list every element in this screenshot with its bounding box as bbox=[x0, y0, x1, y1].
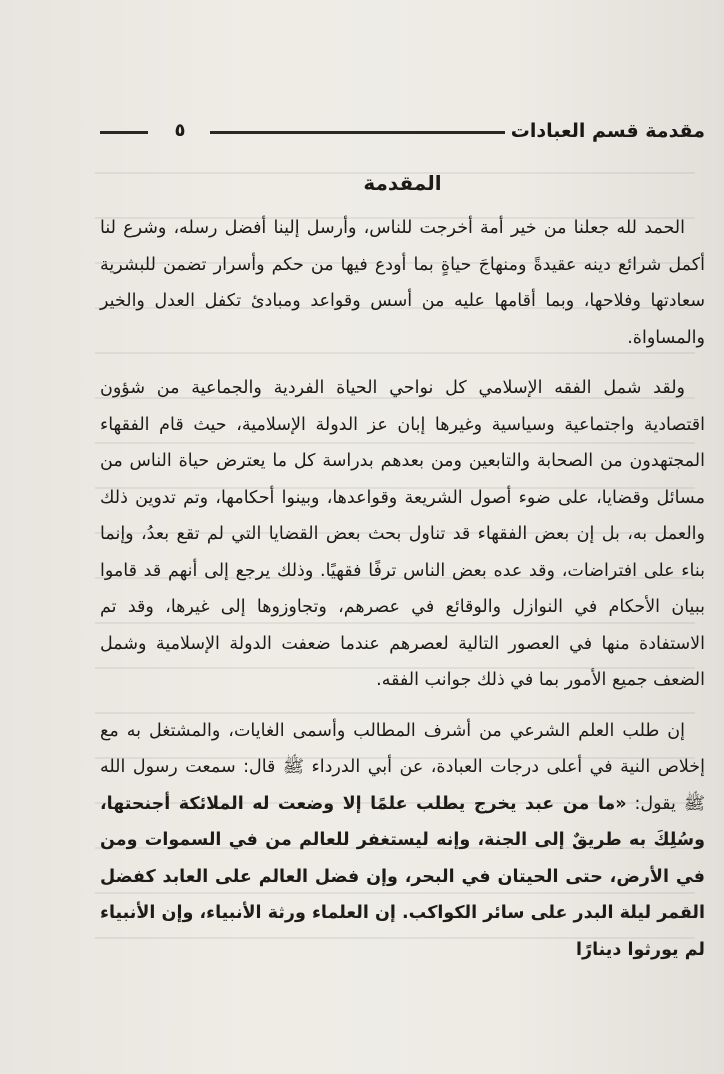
header-rule-long bbox=[210, 131, 505, 134]
paragraph-3-intro: إن طلب العلم الشرعي من أشرف المطالب وأسمى الغايات، والمشتغل به مع إخلاص النية في أعلى درجات العبادة، عن أبي الدرداء ﷺ قال: سمعت رسول الله ﷺ يقول: bbox=[100, 720, 706, 814]
hadith-quote: «ما من عبد يخرج يطلب علمًا إلا وضعت له الملائكة أجنحتها، وسُلِكَ به طريقٌ إلى الجنة، وإنه ليستغفر للعالم من في السموات ومن في الأرض، حتى الحيتان في البحر، وإن فضل العالم على العابد كفضل القمر ليلة البدر على سائر الكواكب. إن العلماء ورثة الأنبياء، وإن الأنبياء لم يورثوا دينارًا bbox=[100, 793, 705, 960]
header-rule-short bbox=[100, 131, 148, 134]
paragraph-1: الحمد لله جعلنا من خير أمة أخرجت للناس، وأرسل إلينا أفضل رسله، وشرع لنا أكمل شرائع دينه عقيدةً ومنهاجَ حياةٍ بما أودع فيها من حكم وأسرار تضمن للبشرية سعادتها وفلاحها، وبما أقامها عليه من أسس وقواعد ومبادئ تكفل العدل والخير والمساواة. bbox=[100, 218, 705, 348]
paragraph-3 bbox=[100, 713, 705, 969]
page-number: ٥ bbox=[174, 120, 186, 141]
running-title: مقدمة قسم العبادات bbox=[510, 120, 705, 142]
section-title: المقدمة bbox=[363, 171, 442, 195]
body-text bbox=[100, 210, 705, 968]
page-header bbox=[100, 117, 705, 145]
paragraph-2: ولقد شمل الفقه الإسلامي كل نواحي الحياة الفردية والجماعية من شؤون اقتصادية واجتماعية وسياسية وغيرها إبان عز الدولة الإسلامية، حيث قام الفقهاء المجتهدون من الصحابة والتابعين ومن بعدهم بدراسة كل ما يعترض حياة الناس من مسائل وقضايا، على ضوء أصول الشريعة وقواعدها، وبينوا أحكامها، وتم تدوين ذلك والعمل به، بل إن بعض الفقهاء قد تناول بحث بعض القضايا التي لم تقع بعدُ، وإنما بناء على افتراضات، وقد عده بعض الناس ترفًا فقهيًا. وذلك يرجع إلى أنهم قد قاموا ببيان الأحكام في النوازل والوقائع في عصرهم، وتجاوزوها إلى غيرها، وقد تم الاستفادة منها في العصور التالية لعصرهم عندما ضعفت الدولة الإسلامية وشمل الضعف جميع الأمور بما في ذلك جوانب الفقه. bbox=[100, 378, 705, 690]
